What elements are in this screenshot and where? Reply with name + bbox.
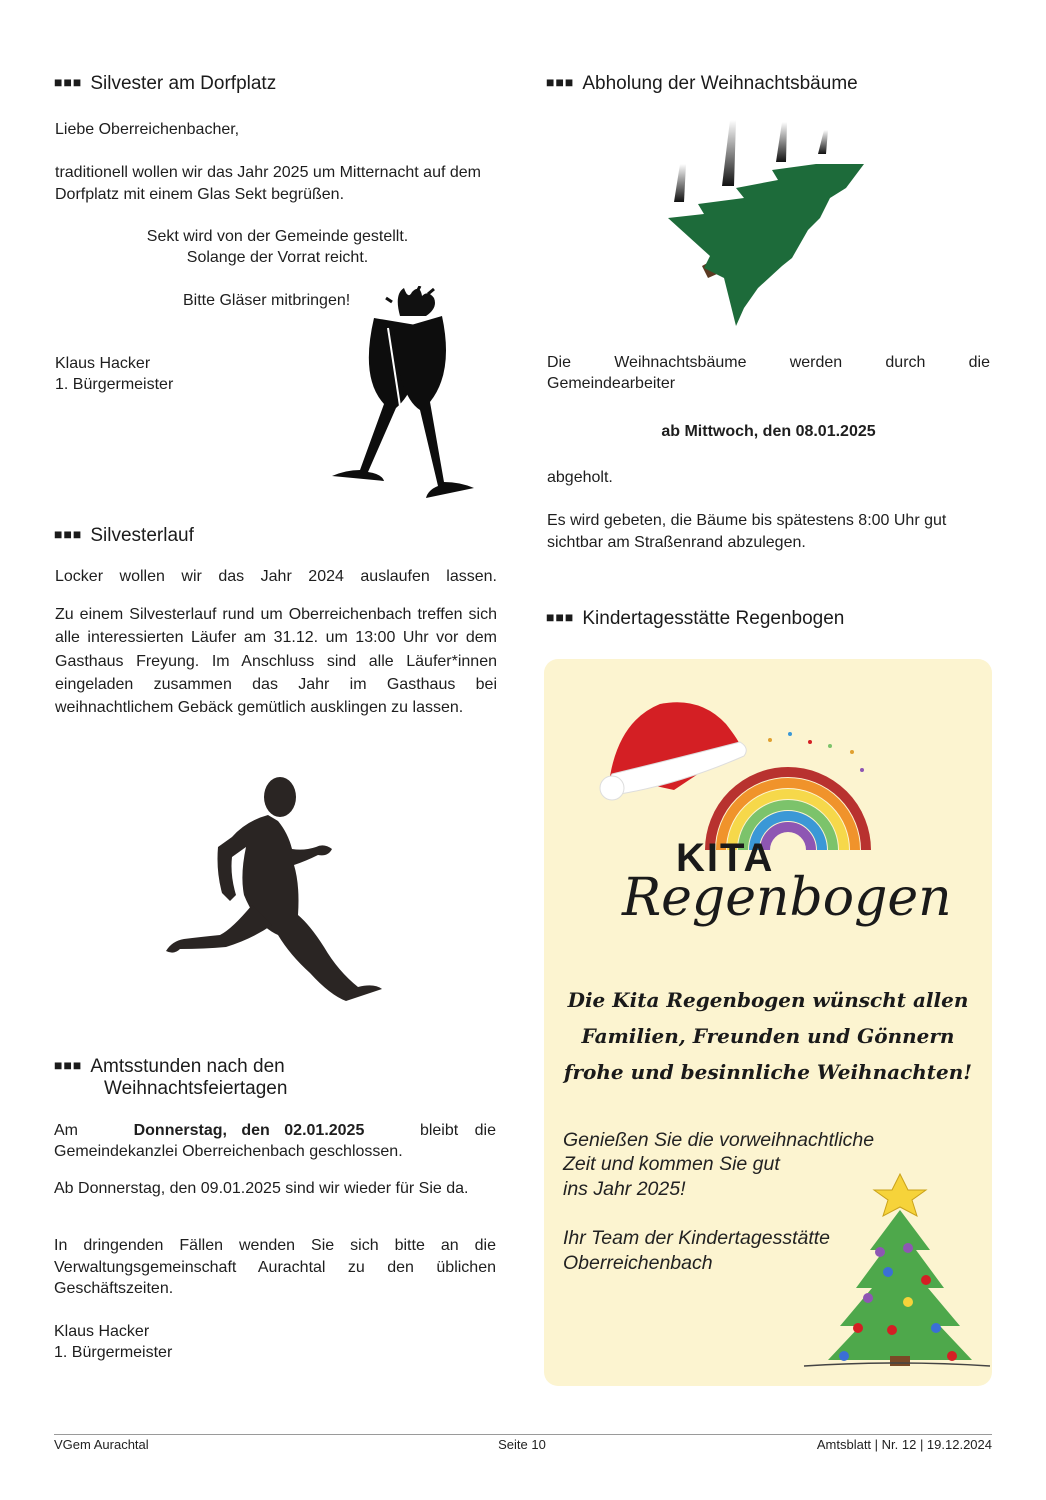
amt-signer-name: Klaus Hacker [54,1323,150,1340]
champagne-glasses-icon [330,286,480,501]
kita-note-line1: Genießen Sie die vorweihnachtliche [563,1129,875,1151]
baeume-word-3: werden [789,354,843,371]
kita-note-line2: Zeit und kommen Sie gut [563,1153,780,1175]
amt-p1-line2: Gemeindekanzlei Oberreichenbach geschlossen. [54,1143,403,1160]
amt-p1-am: Am [54,1122,78,1139]
falling-christmas-tree-icon [660,118,870,330]
baeume-word-5: die [968,354,990,371]
heading-amtsstunden-line1: Amtsstunden nach den [90,1056,285,1077]
kita-team-line1: Ihr Team der Kindertagesstätte [563,1227,831,1249]
silvester-center-line2: Solange der Vorrat reicht. [186,249,369,266]
lauf-intro: Locker wollen wir das Jahr 2024 auslaufen lassen. [55,568,497,585]
heading-weihnachtsbaeume-text: Abholung der Weihnachtsbäume [582,73,858,94]
silvester-body: traditionell wollen wir das Jahr 2025 um Mitternacht auf dem Dorfplatz mit einem Glas Sekt begrüßen. [55,164,481,203]
heading-silvester [54,73,276,95]
amt-p1-line1 [54,1120,496,1142]
runner-silhouette-icon [160,775,390,1015]
heading-squares-icon: ■■■ [546,609,575,625]
baeume-word-2: Weihnachtsbäume [614,354,747,371]
footer-left: VGem Aurachtal [54,1437,149,1452]
footer-divider [54,1434,992,1435]
heading-squares-icon: ■■■ [54,526,83,542]
santa-hat-icon [600,702,746,800]
silvester-bring-glasses: Bitte Gläser mitbringen! [183,292,351,309]
kita-logo-kita: KITA [676,836,775,880]
heading-squares-icon: ■■■ [546,74,575,90]
kita-wish-line3: frohe und besinnliche Weihnachten! [563,1060,973,1084]
amt-p1-date: Donnerstag, den 02.01.2025 [133,1122,365,1139]
silvester-signer-name: Klaus Hacker [55,355,151,372]
lauf-body: Zu einem Silvesterlauf rund um Oberreichenbach treffen sich alle interessierten Läufer am 31.12. um 13:00 Uhr vor dem Gasthaus Freyung. Im Anschluss sind alle Läufer*innen eingeladen zusammen das Jahr im Gasthaus bei weihnachtlichem Gebäck gemütlich ausklingen zu lassen. [55,606,497,717]
kita-wish-line2: Familien, Freunden und Gönnern [581,1024,955,1048]
silvester-greeting: Liebe Oberreichenbacher, [55,121,240,138]
silvester-center-line1: Sekt wird von der Gemeinde gestellt. [146,228,409,245]
amt-p3: In dringenden Fällen wenden Sie sich bitte an die Verwaltungsgemeinschaft Aurachtal zu den üblichen Geschäftszeiten. [54,1237,496,1297]
heading-silvester-text: Silvester am Dorfplatz [90,73,277,94]
kita-logo-name: Regenbogen [622,868,952,928]
rainbow-logo-graphic [590,690,880,860]
heading-weihnachtsbaeume [546,73,858,95]
kita-team-line2: Oberreichenbach [563,1252,713,1274]
heading-silvesterlauf [54,525,194,547]
baeume-word-1: Die [547,354,572,371]
baeume-note: Es wird gebeten, die Bäume bis spätestens 8:00 Uhr gut sichtbar am Straßenrand abzulegen. [547,512,947,551]
baeume-abgeholt: abgeholt. [547,469,613,486]
baeume-line2: Gemeindearbeiter [547,375,676,392]
baeume-line1 [547,352,990,374]
kita-wish-line1: Die Kita Regenbogen wünscht allen [567,988,969,1012]
heading-squares-icon: ■■■ [54,74,83,90]
silvester-signer-title: 1. Bürgermeister [55,376,174,393]
amt-p2: Ab Donnerstag, den 09.01.2025 sind wir wieder für Sie da. [54,1180,469,1197]
heading-amtsstunden [54,1056,285,1078]
amt-signer-title: 1. Bürgermeister [54,1344,173,1361]
baeume-word-4: durch [885,354,926,371]
amt-p1-rest: bleibt die [419,1122,496,1139]
decorated-christmas-tree-icon [800,1170,992,1375]
heading-amtsstunden-line2: Weihnachtsfeiertagen [104,1078,288,1099]
heading-kita [546,608,844,630]
baeume-date: ab Mittwoch, den 08.01.2025 [661,423,876,440]
footer-right: Amtsblatt | Nr. 12 | 19.12.2024 [816,1437,992,1452]
kita-note-line3: ins Jahr 2025! [563,1178,686,1200]
heading-kita-text: Kindertagesstätte Regenbogen [582,608,845,629]
heading-squares-icon: ■■■ [54,1057,83,1073]
heading-silvesterlauf-text: Silvesterlauf [90,525,194,546]
footer-page: Seite 10 [498,1437,546,1452]
